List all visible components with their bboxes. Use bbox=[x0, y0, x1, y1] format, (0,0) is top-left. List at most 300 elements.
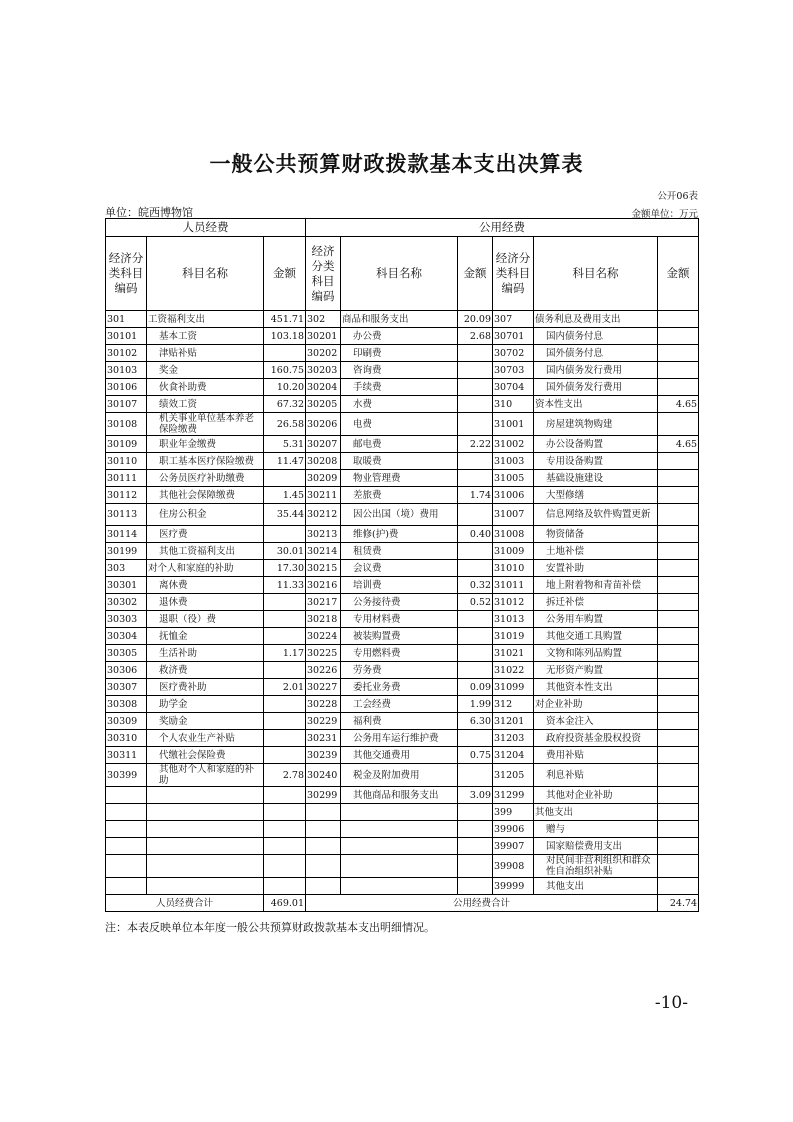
code-cell: 31002 bbox=[493, 436, 534, 453]
table-row bbox=[106, 594, 699, 611]
item-name-cell: 政府投资基金股权投资 bbox=[534, 730, 658, 747]
table-row bbox=[106, 878, 699, 895]
amount-cell bbox=[458, 453, 493, 470]
code-cell: 30306 bbox=[106, 662, 147, 679]
code-cell: 30309 bbox=[106, 713, 147, 730]
amount-cell bbox=[264, 713, 306, 730]
item-name-cell bbox=[341, 821, 458, 838]
amount-cell: 103.18 bbox=[264, 328, 306, 345]
code-cell: 30101 bbox=[106, 328, 147, 345]
amount-cell bbox=[658, 504, 699, 526]
amount-cell: 3.09 bbox=[458, 787, 493, 804]
amount-cell bbox=[264, 855, 306, 878]
code-cell: 30304 bbox=[106, 628, 147, 645]
amount-cell bbox=[264, 747, 306, 764]
amount-cell bbox=[458, 379, 493, 396]
form-number: 公开06表 bbox=[657, 191, 698, 202]
code-cell: 30199 bbox=[106, 543, 147, 560]
code-cell: 31203 bbox=[493, 730, 534, 747]
item-name-cell: 对个人和家庭的补助 bbox=[147, 560, 264, 577]
amount-cell: 1.99 bbox=[458, 696, 493, 713]
code-cell: 31007 bbox=[493, 504, 534, 526]
item-name-cell: 基本工资 bbox=[147, 328, 264, 345]
item-name-cell: 办公费 bbox=[341, 328, 458, 345]
amount-cell: 0.75 bbox=[458, 747, 493, 764]
item-name-cell: 委托业务费 bbox=[341, 679, 458, 696]
item-name-cell: 专用材料费 bbox=[341, 611, 458, 628]
amount-cell: 1.17 bbox=[264, 645, 306, 662]
code-cell: 30399 bbox=[106, 764, 147, 787]
amount-cell bbox=[458, 730, 493, 747]
item-name-cell: 生活补助 bbox=[147, 645, 264, 662]
amount-cell: 11.33 bbox=[264, 577, 306, 594]
table-row bbox=[106, 764, 699, 787]
item-name-cell: 工会经费 bbox=[341, 696, 458, 713]
code-cell: 30204 bbox=[306, 379, 341, 396]
item-name-cell: 地上附着物和青苗补偿 bbox=[534, 577, 658, 594]
amount-cell bbox=[458, 628, 493, 645]
item-name-cell: 商品和服务支出 bbox=[341, 311, 458, 328]
item-name-cell: 国外债务付息 bbox=[534, 345, 658, 362]
code-cell bbox=[106, 855, 147, 878]
amount-cell bbox=[264, 696, 306, 713]
code-cell: 30103 bbox=[106, 362, 147, 379]
table-row bbox=[106, 543, 699, 560]
page-title: 一般公共预算财政拨款基本支出决算表 bbox=[209, 152, 584, 176]
unit-label: 单位：皖西博物馆 bbox=[105, 206, 193, 219]
code-cell: 30704 bbox=[493, 379, 534, 396]
item-name-cell: 费用补贴 bbox=[534, 747, 658, 764]
item-name-cell: 其他对企业补助 bbox=[534, 787, 658, 804]
code-cell: 31001 bbox=[493, 413, 534, 436]
amount-cell bbox=[458, 611, 493, 628]
code-cell: 30216 bbox=[306, 577, 341, 594]
item-name-cell: 安置补助 bbox=[534, 560, 658, 577]
code-cell: 30299 bbox=[306, 787, 341, 804]
amount-cell: 30.01 bbox=[264, 543, 306, 560]
amount-cell bbox=[458, 396, 493, 413]
code-cell: 31204 bbox=[493, 747, 534, 764]
amount-cell bbox=[658, 526, 699, 543]
personnel-total-value: 469.01 bbox=[264, 895, 306, 912]
amount-cell bbox=[264, 838, 306, 855]
amount-cell: 0.52 bbox=[458, 594, 493, 611]
code-cell: 30211 bbox=[306, 487, 341, 504]
amount-cell: 35.44 bbox=[264, 504, 306, 526]
code-cell: 30111 bbox=[106, 470, 147, 487]
item-name-cell: 税金及附加费用 bbox=[341, 764, 458, 787]
code-cell: 31205 bbox=[493, 764, 534, 787]
code-cell: 30205 bbox=[306, 396, 341, 413]
code-cell: 30114 bbox=[106, 526, 147, 543]
code-cell: 30229 bbox=[306, 713, 341, 730]
item-name-cell bbox=[147, 838, 264, 855]
footnote: 注：本表反映单位本年度一般公共预算财政拨款基本支出明细情况。 bbox=[105, 921, 435, 934]
code-cell: 30703 bbox=[493, 362, 534, 379]
item-name-cell: 其他支出 bbox=[534, 804, 658, 821]
item-name-cell: 邮电费 bbox=[341, 436, 458, 453]
public-total-label: 公用经费合计 bbox=[306, 895, 658, 912]
table-row bbox=[106, 821, 699, 838]
table-row bbox=[106, 662, 699, 679]
code-cell: 31022 bbox=[493, 662, 534, 679]
item-name-cell bbox=[147, 821, 264, 838]
amount-cell bbox=[264, 345, 306, 362]
amount-cell bbox=[458, 362, 493, 379]
table-row bbox=[106, 328, 699, 345]
header-amount: 金额 bbox=[264, 237, 306, 311]
code-cell bbox=[306, 838, 341, 855]
item-name-cell: 公务员医疗补助缴费 bbox=[147, 470, 264, 487]
amount-cell bbox=[658, 560, 699, 577]
table-row bbox=[106, 696, 699, 713]
table-row bbox=[106, 645, 699, 662]
code-cell: 30213 bbox=[306, 526, 341, 543]
page-number: -10- bbox=[654, 993, 688, 1013]
item-name-cell bbox=[341, 804, 458, 821]
amount-cell bbox=[458, 855, 493, 878]
item-name-cell: 文物和陈列品购置 bbox=[534, 645, 658, 662]
item-name-cell: 手续费 bbox=[341, 379, 458, 396]
table-row bbox=[106, 628, 699, 645]
expenditure-table bbox=[105, 218, 699, 912]
amount-cell: 2.01 bbox=[264, 679, 306, 696]
table-row bbox=[106, 470, 699, 487]
amount-cell bbox=[458, 470, 493, 487]
amount-cell bbox=[458, 764, 493, 787]
header-code: 经济分类科目编码 bbox=[106, 237, 147, 311]
code-cell: 31006 bbox=[493, 487, 534, 504]
item-name-cell: 劳务费 bbox=[341, 662, 458, 679]
item-name-cell: 抚恤金 bbox=[147, 628, 264, 645]
code-cell: 30206 bbox=[306, 413, 341, 436]
section-public: 公用经费 bbox=[306, 219, 699, 237]
code-cell bbox=[306, 855, 341, 878]
item-name-cell: 国内债务发行费用 bbox=[534, 362, 658, 379]
amount-cell: 2.78 bbox=[264, 764, 306, 787]
amount-cell bbox=[658, 413, 699, 436]
table-row bbox=[106, 345, 699, 362]
code-cell: 30207 bbox=[306, 436, 341, 453]
item-name-cell: 租赁费 bbox=[341, 543, 458, 560]
table-row bbox=[106, 838, 699, 855]
code-cell: 30212 bbox=[306, 504, 341, 526]
item-name-cell: 工资福利支出 bbox=[147, 311, 264, 328]
code-cell: 30217 bbox=[306, 594, 341, 611]
item-name-cell: 土地补偿 bbox=[534, 543, 658, 560]
code-cell: 31019 bbox=[493, 628, 534, 645]
header-code: 经济分类科目编码 bbox=[493, 237, 534, 311]
item-name-cell: 会议费 bbox=[341, 560, 458, 577]
amount-cell bbox=[458, 821, 493, 838]
item-name-cell: 奖金 bbox=[147, 362, 264, 379]
amount-cell bbox=[658, 764, 699, 787]
item-name-cell: 其他交通费用 bbox=[341, 747, 458, 764]
item-name-cell: 绩效工资 bbox=[147, 396, 264, 413]
item-name-cell: 伙食补助费 bbox=[147, 379, 264, 396]
item-name-cell: 职工基本医疗保险缴费 bbox=[147, 453, 264, 470]
amount-cell: 5.31 bbox=[264, 436, 306, 453]
code-cell: 30225 bbox=[306, 645, 341, 662]
item-name-cell: 资本性支出 bbox=[534, 396, 658, 413]
amount-cell bbox=[458, 662, 493, 679]
table-row bbox=[106, 747, 699, 764]
item-name-cell: 无形资产购置 bbox=[534, 662, 658, 679]
code-cell: 31009 bbox=[493, 543, 534, 560]
code-cell: 307 bbox=[493, 311, 534, 328]
amount-cell bbox=[458, 838, 493, 855]
amount-cell bbox=[458, 345, 493, 362]
item-name-cell: 信息网络及软件购置更新 bbox=[534, 504, 658, 526]
code-cell bbox=[106, 787, 147, 804]
code-cell: 39999 bbox=[493, 878, 534, 895]
item-name-cell: 公务用车购置 bbox=[534, 611, 658, 628]
table-row bbox=[106, 787, 699, 804]
code-cell bbox=[106, 838, 147, 855]
amount-cell bbox=[264, 804, 306, 821]
item-name-cell: 水费 bbox=[341, 396, 458, 413]
item-name-cell: 资本金注入 bbox=[534, 713, 658, 730]
item-name-cell: 个人农业生产补贴 bbox=[147, 730, 264, 747]
amount-cell bbox=[264, 787, 306, 804]
item-name-cell: 代缴社会保险费 bbox=[147, 747, 264, 764]
table-row bbox=[106, 577, 699, 594]
amount-cell bbox=[658, 487, 699, 504]
item-name-cell bbox=[147, 787, 264, 804]
header-name: 科目名称 bbox=[147, 237, 264, 311]
item-name-cell: 专用设备购置 bbox=[534, 453, 658, 470]
code-cell bbox=[106, 878, 147, 895]
amount-cell: 67.32 bbox=[264, 396, 306, 413]
amount-cell: 2.22 bbox=[458, 436, 493, 453]
item-name-cell: 利息补贴 bbox=[534, 764, 658, 787]
item-name-cell: 医疗费补助 bbox=[147, 679, 264, 696]
table-body bbox=[106, 311, 699, 895]
table-row bbox=[106, 311, 699, 328]
code-cell: 30107 bbox=[106, 396, 147, 413]
table-row bbox=[106, 453, 699, 470]
amount-cell bbox=[264, 821, 306, 838]
code-cell: 30303 bbox=[106, 611, 147, 628]
code-cell: 30224 bbox=[306, 628, 341, 645]
code-cell: 31021 bbox=[493, 645, 534, 662]
amount-cell: 2.68 bbox=[458, 328, 493, 345]
code-cell: 30301 bbox=[106, 577, 147, 594]
amount-cell bbox=[458, 560, 493, 577]
personnel-total-label: 人员经费合计 bbox=[106, 895, 264, 912]
item-name-cell: 债务利息及费用支出 bbox=[534, 311, 658, 328]
table-row bbox=[106, 504, 699, 526]
amount-cell: 1.45 bbox=[264, 487, 306, 504]
header-name: 科目名称 bbox=[534, 237, 658, 311]
code-cell: 30208 bbox=[306, 453, 341, 470]
amount-cell: 11.47 bbox=[264, 453, 306, 470]
code-cell: 31013 bbox=[493, 611, 534, 628]
item-name-cell: 其他社会保障缴费 bbox=[147, 487, 264, 504]
item-name-cell bbox=[341, 855, 458, 878]
code-cell: 312 bbox=[493, 696, 534, 713]
amount-cell bbox=[658, 804, 699, 821]
item-name-cell bbox=[341, 878, 458, 895]
table-row bbox=[106, 713, 699, 730]
amount-cell bbox=[458, 645, 493, 662]
amount-cell bbox=[658, 730, 699, 747]
code-cell bbox=[306, 878, 341, 895]
code-cell: 31099 bbox=[493, 679, 534, 696]
header-amount: 金额 bbox=[458, 237, 493, 311]
amount-cell: 160.75 bbox=[264, 362, 306, 379]
code-cell bbox=[306, 804, 341, 821]
code-cell: 30231 bbox=[306, 730, 341, 747]
code-cell: 310 bbox=[493, 396, 534, 413]
code-cell: 30201 bbox=[306, 328, 341, 345]
amount-cell: 0.32 bbox=[458, 577, 493, 594]
amount-cell bbox=[658, 838, 699, 855]
item-name-cell: 维修(护)费 bbox=[341, 526, 458, 543]
item-name-cell: 基础设施建设 bbox=[534, 470, 658, 487]
code-cell: 302 bbox=[306, 311, 341, 328]
item-name-cell: 赠与 bbox=[534, 821, 658, 838]
header-name: 科目名称 bbox=[341, 237, 458, 311]
table-row bbox=[106, 855, 699, 878]
code-cell: 30226 bbox=[306, 662, 341, 679]
item-name-cell: 对企业补助 bbox=[534, 696, 658, 713]
item-name-cell bbox=[147, 804, 264, 821]
public-total-value: 24.74 bbox=[658, 895, 699, 912]
item-name-cell: 津贴补贴 bbox=[147, 345, 264, 362]
amount-cell: 1.74 bbox=[458, 487, 493, 504]
table-row bbox=[106, 436, 699, 453]
amount-cell: 10.20 bbox=[264, 379, 306, 396]
code-cell bbox=[306, 821, 341, 838]
item-name-cell: 大型修缮 bbox=[534, 487, 658, 504]
item-name-cell: 拆迁补偿 bbox=[534, 594, 658, 611]
code-cell: 31012 bbox=[493, 594, 534, 611]
amount-cell: 26.58 bbox=[264, 413, 306, 436]
amount-cell bbox=[458, 413, 493, 436]
amount-cell bbox=[658, 645, 699, 662]
item-name-cell: 办公设备购置 bbox=[534, 436, 658, 453]
item-name-cell: 国内债务付息 bbox=[534, 328, 658, 345]
item-name-cell: 奖励金 bbox=[147, 713, 264, 730]
code-cell: 31008 bbox=[493, 526, 534, 543]
table-row bbox=[106, 804, 699, 821]
amount-cell bbox=[658, 821, 699, 838]
code-cell: 30112 bbox=[106, 487, 147, 504]
code-cell: 301 bbox=[106, 311, 147, 328]
amount-cell bbox=[458, 543, 493, 560]
item-name-cell: 福利费 bbox=[341, 713, 458, 730]
code-cell: 30108 bbox=[106, 413, 147, 436]
amount-cell bbox=[658, 855, 699, 878]
item-name-cell: 印刷费 bbox=[341, 345, 458, 362]
amount-cell bbox=[658, 345, 699, 362]
code-cell: 31201 bbox=[493, 713, 534, 730]
item-name-cell bbox=[341, 838, 458, 855]
item-name-cell: 其他商品和服务支出 bbox=[341, 787, 458, 804]
code-cell: 30215 bbox=[306, 560, 341, 577]
item-name-cell bbox=[147, 855, 264, 878]
code-cell: 30214 bbox=[306, 543, 341, 560]
item-name-cell: 房屋建筑物购建 bbox=[534, 413, 658, 436]
code-cell: 303 bbox=[106, 560, 147, 577]
code-cell: 30227 bbox=[306, 679, 341, 696]
item-name-cell: 电费 bbox=[341, 413, 458, 436]
code-cell: 30311 bbox=[106, 747, 147, 764]
amount-cell bbox=[264, 878, 306, 895]
amount-cell: 451.71 bbox=[264, 311, 306, 328]
amount-cell bbox=[264, 470, 306, 487]
code-cell: 31003 bbox=[493, 453, 534, 470]
amount-cell bbox=[264, 594, 306, 611]
amount-cell bbox=[658, 787, 699, 804]
item-name-cell: 退职（役）费 bbox=[147, 611, 264, 628]
item-name-cell: 物业管理费 bbox=[341, 470, 458, 487]
amount-cell bbox=[458, 504, 493, 526]
amount-cell bbox=[658, 679, 699, 696]
table-row bbox=[106, 560, 699, 577]
header-amount: 金额 bbox=[658, 237, 699, 311]
table-row bbox=[106, 396, 699, 413]
code-cell: 31005 bbox=[493, 470, 534, 487]
item-name-cell: 其他工资福利支出 bbox=[147, 543, 264, 560]
code-cell: 30305 bbox=[106, 645, 147, 662]
code-cell: 30113 bbox=[106, 504, 147, 526]
amount-cell bbox=[264, 730, 306, 747]
item-name-cell: 专用燃料费 bbox=[341, 645, 458, 662]
code-cell: 30702 bbox=[493, 345, 534, 362]
amount-cell bbox=[264, 662, 306, 679]
item-name-cell: 公务用车运行维护费 bbox=[341, 730, 458, 747]
code-cell: 30307 bbox=[106, 679, 147, 696]
amount-cell bbox=[658, 662, 699, 679]
item-name-cell: 咨询费 bbox=[341, 362, 458, 379]
item-name-cell: 机关事业单位基本养老保险缴费 bbox=[147, 413, 264, 436]
amount-cell bbox=[264, 526, 306, 543]
code-cell: 30218 bbox=[306, 611, 341, 628]
code-cell: 39908 bbox=[493, 855, 534, 878]
code-cell: 30102 bbox=[106, 345, 147, 362]
code-cell: 30240 bbox=[306, 764, 341, 787]
item-name-cell: 国外债务发行费用 bbox=[534, 379, 658, 396]
code-cell bbox=[106, 804, 147, 821]
item-name-cell: 国家赔偿费用支出 bbox=[534, 838, 658, 855]
table-row bbox=[106, 413, 699, 436]
amount-cell bbox=[658, 311, 699, 328]
item-name-cell: 取暖费 bbox=[341, 453, 458, 470]
item-name-cell: 离休费 bbox=[147, 577, 264, 594]
table-row bbox=[106, 526, 699, 543]
item-name-cell: 被装购置费 bbox=[341, 628, 458, 645]
code-cell: 39906 bbox=[493, 821, 534, 838]
amount-cell bbox=[658, 470, 699, 487]
amount-cell bbox=[658, 577, 699, 594]
item-name-cell: 助学金 bbox=[147, 696, 264, 713]
amount-cell bbox=[658, 747, 699, 764]
code-cell: 30302 bbox=[106, 594, 147, 611]
item-name-cell bbox=[147, 878, 264, 895]
code-cell: 31011 bbox=[493, 577, 534, 594]
code-cell: 30701 bbox=[493, 328, 534, 345]
code-cell: 30239 bbox=[306, 747, 341, 764]
table-row bbox=[106, 362, 699, 379]
code-cell: 31010 bbox=[493, 560, 534, 577]
amount-cell bbox=[658, 543, 699, 560]
amount-cell: 17.30 bbox=[264, 560, 306, 577]
amount-cell bbox=[264, 611, 306, 628]
item-name-cell: 职业年金缴费 bbox=[147, 436, 264, 453]
item-name-cell: 退休费 bbox=[147, 594, 264, 611]
